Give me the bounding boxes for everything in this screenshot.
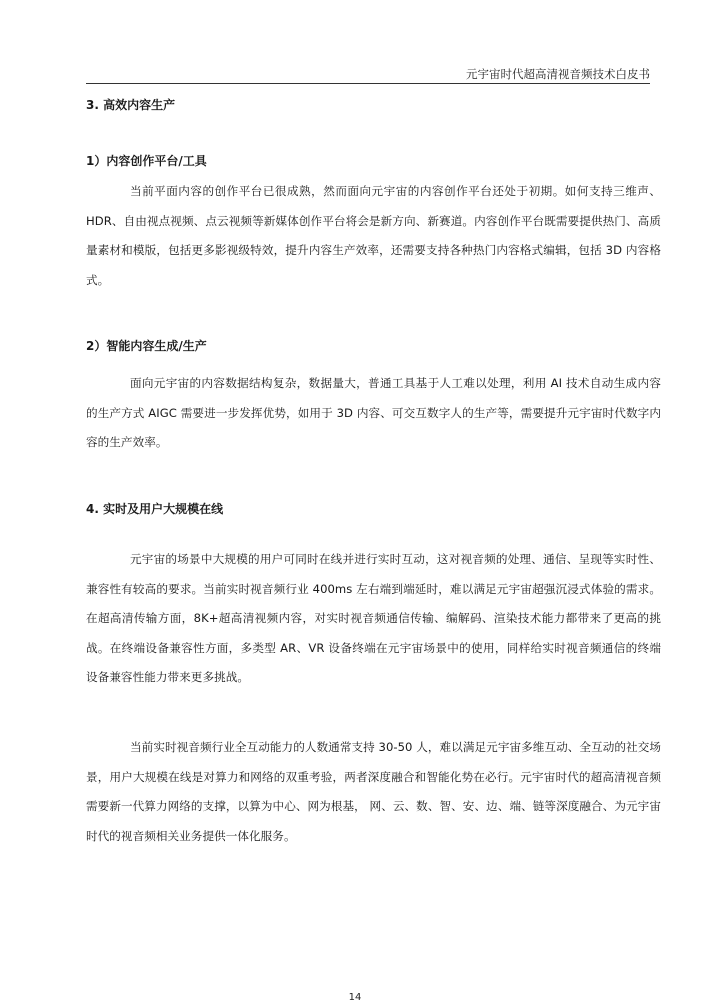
paragraph-realtime-1: 元宇宙的场景中大规模的用户可同时在线并进行实时互动，这对视音频的处理、通信、呈现等实时性、兼容性有较高的要求。当前实时视音频行业 400ms 左右端到端延时，难以满足元宇宙超强沉浸式体验的需求。在超高清传输方面，8K+超高清视频内容，对实时视音频通信传输、编解码、渲染技术能力都带来了更高的挑战。在终端设备兼容性方面，多类型 AR、VR 设备终端在元宇宙场景中的使用，同样给实时视音频通信的终端设备兼容性能力带来更多挑战。: [86, 552, 661, 684]
page-number: 14: [348, 992, 362, 1003]
subsection-heading-intelligent-generation: 2）智能内容生成/生产: [86, 339, 207, 353]
subsection-heading-content-creation: 1）内容创作平台/工具: [86, 154, 207, 168]
section-heading-4: 4. 实时及用户大规模在线: [86, 502, 224, 516]
paragraph-realtime-2: 当前实时视音频行业全互动能力的人数通常支持 30-50 人，难以满足元宇宙多维互动、全互动的社交场景，用户大规模在线是对算力和网络的双重考验，两者深度融合和智能化势在必行。元宇宙时代的超高清视音频需要新一代算力网络的支撑，以算为中心、网为根基， 网、云、数、智、安、边、端、链等深度融合、为元宇宙时代的视音频相关业务提供一体化服务。: [86, 740, 661, 843]
section-heading-3: 3. 高效内容生产: [86, 98, 176, 112]
document-header-title: 元宇宙时代超高清视音频技术白皮书: [466, 67, 650, 81]
paragraph-intelligent-generation: 面向元宇宙的内容数据结构复杂，数据量大，普通工具基于人工难以处理，利用 AI 技术自动生成内容的生产方式 AIGC 需要进一步发挥优势，如用于 3D 内容、可交互数字人的生产等，需要提升元宇宙时代数字内容的生产效率。: [86, 376, 661, 449]
paragraph-content-creation: 当前平面内容的创作平台已很成熟，然而面向元宇宙的内容创作平台还处于初期。如何支持三维声、HDR、自由视点视频、点云视频等新媒体创作平台将会是新方向、新赛道。内容创作平台既需要提供热门、高质量素材和模版，包括更多影视级特效，提升内容生产效率，还需要支持各种热门内容格式编辑，包括 3D 内容格式。: [86, 184, 661, 287]
header-divider: [86, 83, 650, 84]
